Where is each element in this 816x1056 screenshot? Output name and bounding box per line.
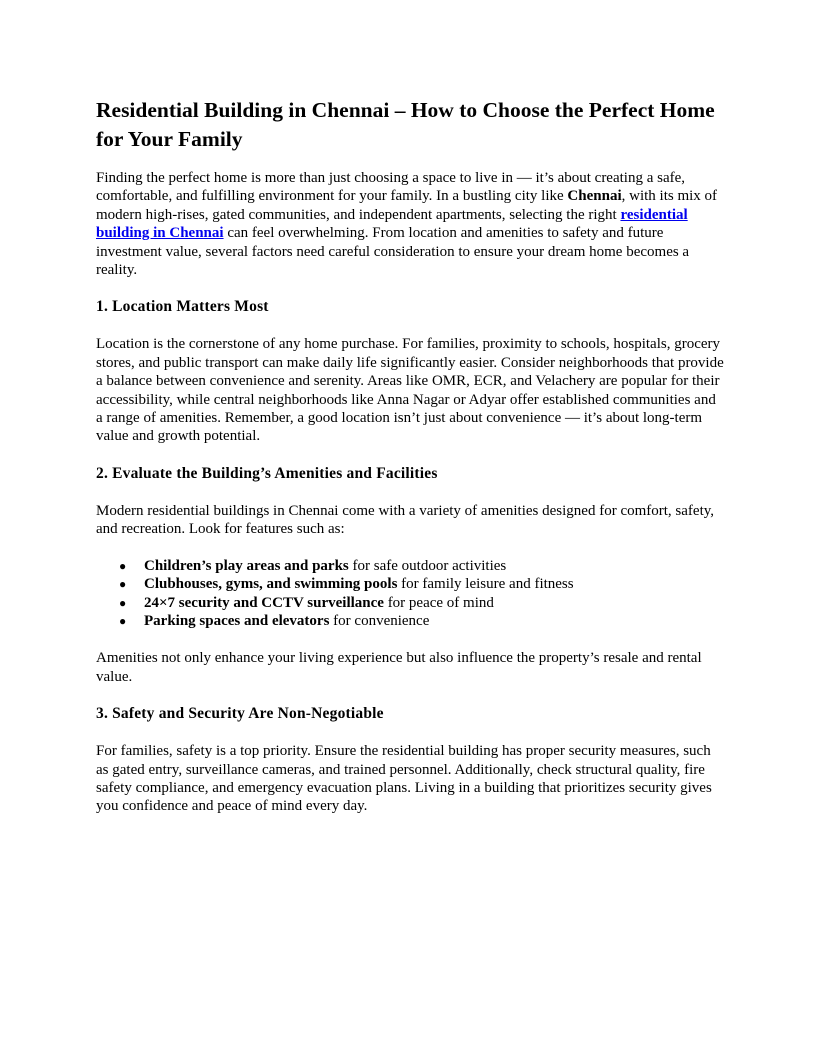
section-1-heading: 1. Location Matters Most bbox=[96, 298, 269, 316]
list-item bbox=[119, 557, 726, 575]
list-item bbox=[119, 612, 726, 630]
section-2-heading: 2. Evaluate the Building’s Amenities and Facilities bbox=[96, 464, 438, 482]
list-item-bold: Children’s play areas and parks bbox=[144, 557, 349, 574]
list-item bbox=[119, 594, 726, 612]
intro-text-2: , with its mix of modern high-rises, gated communities, and independent apartments, selecting the right bbox=[96, 188, 718, 223]
section-1-body: Location is the cornerstone of any home purchase. For families, proximity to schools, hospitals, grocery stores, and public transport can make daily life significantly easier. Consider neighborhoods that provide a balance between convenience and serenity. Areas like OMR, ECR, and Velachery are popular for their accessibility, while central neighborhoods like Anna Nagar or Adyar offer established communities and a range of amenities. Remember, a good location isn’t just about convenience — it’s about long-term value and growth potential. bbox=[96, 336, 724, 445]
list-item-bold: Parking spaces and elevators bbox=[144, 612, 330, 629]
list-item-bold: 24×7 security and CCTV surveillance bbox=[144, 594, 384, 611]
intro-city-bold: Chennai bbox=[567, 188, 622, 205]
page-title: Residential Building in Chennai – How to Choose the Perfect Home for Your Family bbox=[96, 98, 715, 151]
list-item-text: for peace of mind bbox=[383, 594, 494, 611]
intro-text-3: can feel overwhelming. From location and amenities to safety and future investment value, several factors need careful consideration to ensure your dream home becomes a reality. bbox=[96, 225, 690, 279]
list-item-text: for convenience bbox=[329, 612, 430, 629]
residential-building-link[interactable]: residential building in Chennai bbox=[96, 206, 688, 242]
amenities-list bbox=[96, 557, 726, 631]
bullet-icon: ● bbox=[119, 577, 127, 592]
list-item-bold: Clubhouses, gyms, and swimming pools bbox=[144, 576, 398, 593]
bullet-icon: ● bbox=[119, 613, 127, 628]
list-item bbox=[119, 575, 726, 593]
intro-text-1: Finding the perfect home is more than just choosing a space to live in — it’s about creating a safe, comfortable, and fulfilling environment for your family. In a bustling city like bbox=[96, 170, 686, 205]
section-2-closing: Amenities not only enhance your living experience but also influence the property’s resale and rental value. bbox=[96, 650, 702, 685]
bullet-icon: ● bbox=[119, 558, 127, 573]
bullet-icon: ● bbox=[119, 595, 127, 610]
intro-paragraph bbox=[96, 169, 726, 279]
section-3-heading: 3. Safety and Security Are Non-Negotiable bbox=[96, 705, 384, 723]
document-page bbox=[96, 96, 726, 834]
section-2-body: Modern residential buildings in Chennai come with a variety of amenities designed for comfort, safety, and recreation. Look for features such as: bbox=[96, 502, 715, 538]
list-item-text: for safe outdoor activities bbox=[348, 557, 507, 574]
list-item-text: for family leisure and fitness bbox=[397, 576, 574, 593]
section-3-body: For families, safety is a top priority. Ensure the residential building has proper security measures, such as gated entry, surveillance cameras, and trained personnel. Additionally, check structural quality, fire safety compliance, and emergency evacuation plans. Living in a building that prioritizes security gives you confidence and peace of mind every day. bbox=[96, 743, 712, 815]
